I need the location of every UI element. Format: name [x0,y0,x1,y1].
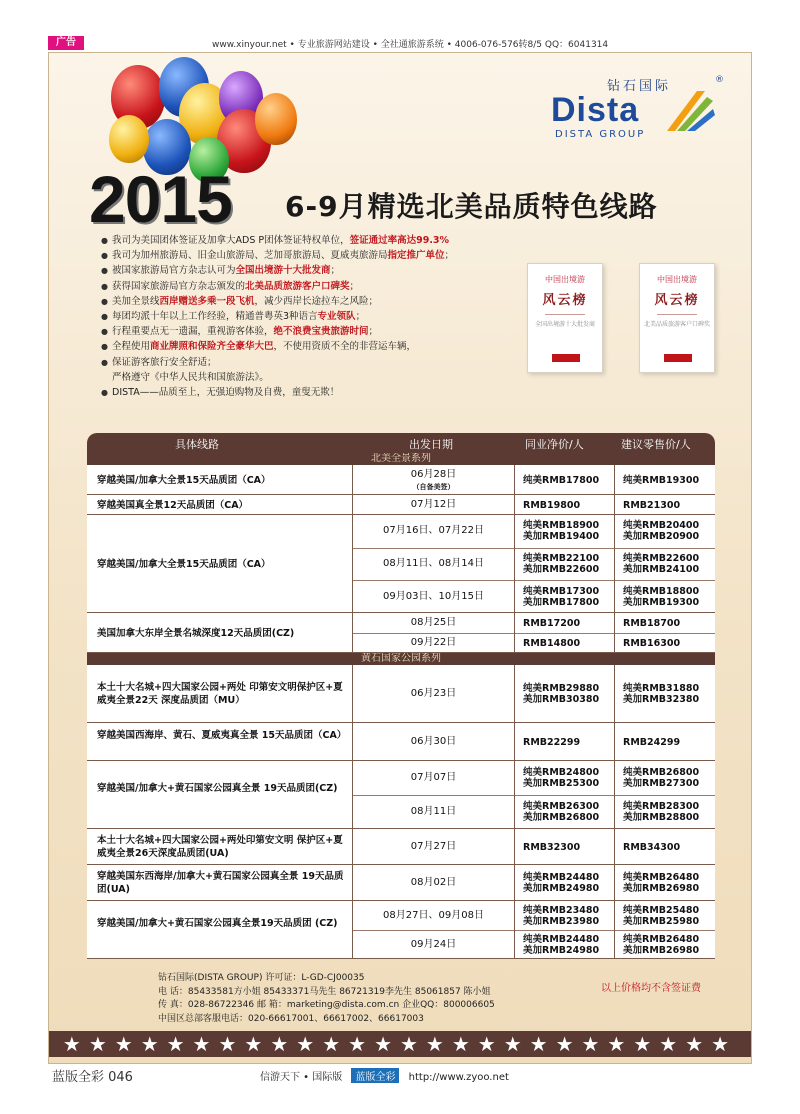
brand-badge: 蓝版全彩 [351,1068,399,1083]
feature-text-end: ； [368,326,379,338]
net-price: RMB19800 [523,499,581,511]
section-header: 黄石国家公园系列 [87,653,715,665]
net-price: 纯美RMB24480 [523,933,600,945]
retail-price: 美加RMB27300 [623,778,700,789]
retail-price-cell [615,761,715,828]
feature-item [101,355,571,385]
feature-highlight: 全国出境游十大批发商 [235,265,331,277]
retail-price: 纯美RMB26800 [623,767,700,778]
table-row [87,901,715,959]
retail-price-cell [615,613,715,652]
feature-text-end: ，不使用资质不全的非营运车辆， [273,341,417,353]
date-cell [353,901,515,958]
departure-date [353,469,514,493]
net-price-cell [515,665,615,722]
sub-divider [515,548,614,549]
route-name: 穿越美国/加拿大全景15天品质团（CA） [97,558,271,570]
net-price: 美加RMB26800 [523,812,600,823]
award-seal-icon [664,354,692,362]
net-price: 美加RMB25300 [523,778,600,789]
award-divider [657,314,697,315]
sub-divider [615,548,715,549]
net-price-cell [515,865,615,900]
headline-year: 2015 [89,162,232,236]
date-text: 07月07日 [410,772,457,783]
date-text: 07月27日 [410,841,457,852]
net-price: 美加RMB19400 [523,531,600,543]
headline-title: 6-9月精选北美品质特色线路 [285,190,658,223]
net-price-cell [515,901,615,958]
award-divider [545,314,585,315]
page-label: 蓝版全彩 046 [52,1070,133,1085]
date-text: 08月11日、08月14日 [383,558,484,569]
departure-date [353,736,514,748]
table-row [87,761,715,829]
price-note: 以上价格均不含签证费 [601,983,701,994]
net-price: 美加RMB24980 [523,944,600,956]
feature-highlight: 北美品质旅游客户口碑奖 [245,280,350,292]
sub-divider [515,580,614,581]
star-strip: ★★★★★★★★★★★★★★★★★★★★★★★★★★ [49,1031,751,1057]
award-title: 中国出境游 [545,275,585,284]
company-license: 钻石国际(DISTA GROUP) 许可证：L-GD-CJ00035 [158,973,365,983]
retail-price: 纯美RMB18800 [623,585,700,597]
route-name: 穿越美国/加拿大+黄石国家公园真全景 19天品质团(CZ) [97,783,338,794]
sub-divider [615,930,715,931]
retail-price: RMB34300 [623,841,681,853]
route-name: 本土十大名城+四大国家公园+两处印第安文明 保护区+夏威夷全景26天深度品质团(UA) [97,835,343,859]
net-price: 美加RMB24980 [523,883,600,894]
feature-text-end: ； [444,250,455,262]
logo-subtitle: DISTA GROUP [555,129,646,140]
route-cell [87,723,353,760]
route-name: 穿越美国/加拿大全景15天品质团（CA） [97,474,271,486]
feature-text-end: ； [349,280,360,292]
departure-date [353,910,514,922]
sub-divider [615,633,715,634]
feature-text-line2: 严格遵守《中华人民共和国旅游法》。 [112,371,269,383]
date-text: 09月22日 [410,637,457,648]
date-cell [353,865,515,900]
award-name: 风云榜 [654,293,700,308]
date-cell [353,613,515,652]
net-price: RMB17200 [523,617,581,629]
net-price: 纯美RMB18900 [523,520,600,532]
departure-date [353,877,514,889]
sub-divider [353,633,514,634]
table-row [87,865,715,901]
route-cell [87,465,353,494]
net-price-cell [515,495,615,514]
route-name: 穿越美国西海岸、黄石、夏威夷真全景 15天品质团（CA） [97,730,347,741]
retail-price: 纯美RMB26480 [623,872,700,883]
table-row [87,515,715,613]
logo-registered-mark: ® [715,75,724,85]
contact-info [158,972,495,1026]
date-note: （自备美签） [412,483,455,491]
feature-item [101,309,571,324]
sub-divider [515,633,614,634]
retail-price: 美加RMB32380 [623,694,700,705]
ad-tag: 广告 [48,36,84,50]
table-row [87,613,715,653]
date-text: 06月30日 [410,736,457,747]
feature-highlight: 西岸赠送多乘一段飞机 [159,295,255,307]
feature-item [101,339,571,354]
date-text: 08月25日 [410,617,457,628]
table-header [87,433,715,453]
sub-divider [353,930,514,931]
net-price: RMB22299 [523,736,581,748]
date-text: 09月24日 [410,938,457,950]
net-price-cell [515,829,615,864]
route-cell [87,495,353,514]
retail-price: 美加RMB25980 [623,915,700,927]
retail-price: 美加RMB26980 [623,883,700,894]
feature-text: 获得国家旅游局官方杂志颁发的 [112,280,246,292]
feature-text-end: ； [355,311,366,323]
net-price: 纯美RMB29880 [523,683,600,694]
date-cell [353,665,515,722]
feature-text: 我司为加州旅游局、旧金山旅游局、芝加哥旅游局、夏威夷旅游局 [112,250,388,262]
sub-divider [353,795,514,796]
route-cell [87,613,353,652]
feature-text-end: ，减少西岸长途拉车之风险； [254,295,379,307]
award-subtitle: 全国出境游十大批发商 [534,321,595,328]
feature-text: 每团均派十年以上工作经验，精通普粤英3种语言 [112,311,318,323]
net-price-cell [515,465,615,494]
poster [48,52,752,1064]
col-header-date: 出发日期 [409,438,453,451]
net-price: RMB14800 [523,637,581,649]
route-cell [87,901,353,958]
route-name: 穿越美国东西海岸/加拿大+黄石国家公园真全景 19天品质团(UA) [97,871,344,895]
award-title: 中国出境游 [657,275,697,284]
retail-price: 美加RMB20900 [623,531,700,543]
top-bar [0,34,800,54]
phone-line: 电 话：85433581方小姐 85433371马先生 86721319李先生 85061857 陈小姐 [158,986,491,997]
date-text: 08月11日 [410,806,457,817]
award-name: 风云榜 [542,293,588,308]
date-cell [353,495,515,514]
site-url: http://www.zyoo.net [408,1072,509,1083]
net-price: 美加RMB30380 [523,694,600,705]
dista-logo [549,73,729,143]
date-text: 07月12日 [410,499,457,510]
departure-date [353,841,514,853]
net-price: RMB32300 [523,841,581,853]
departure-date [353,558,514,570]
retail-price-cell [615,495,715,514]
sub-divider [353,548,514,549]
date-cell [353,465,515,494]
fax-email-line: 传 真：028-86722346 邮 箱：marketing@dista.com.cn 企业QQ：800006605 [158,1000,495,1010]
departure-date [353,525,514,537]
retail-price-cell [615,465,715,494]
feature-item [101,233,571,248]
route-name: 美国加拿大东岸全景名城深度12天品质团(CZ) [97,627,295,639]
departure-date [353,637,514,649]
net-price: 纯美RMB22100 [523,553,600,564]
feature-highlight: 商业牌照和保险齐全豪华大巴 [150,341,274,353]
retail-price: 纯美RMB31880 [623,683,700,694]
retail-price-cell [615,865,715,900]
feature-list [101,233,571,400]
departure-date [353,806,514,818]
award-card-1 [527,263,603,373]
feature-text: 我司为美国团体签证及加拿大ADS P团体签证特权单位， [112,235,350,246]
retail-price: 纯美RMB20400 [623,520,700,532]
sub-divider [353,580,514,581]
sub-divider [515,930,614,931]
retail-price: 纯美RMB28300 [623,801,700,812]
table-row [87,665,715,723]
retail-price-cell [615,829,715,864]
net-price: 纯美RMB24800 [523,767,600,778]
feature-item [101,324,571,339]
retail-price: 美加RMB24100 [623,564,700,575]
feature-item [101,294,571,309]
retail-price-cell [615,901,715,958]
feature-text: 全程使用 [112,341,151,353]
balloon-yellow-2 [109,115,149,163]
net-price: 美加RMB17800 [523,596,600,608]
date-text: 06月28日 [410,469,457,480]
logo-wordmark: Dista [551,91,640,129]
table-row [87,723,715,761]
feature-text: 美加全景线 [112,295,160,307]
departure-date [353,499,514,511]
table-body [87,453,715,959]
date-cell [353,761,515,828]
feature-text: 被国家旅游局官方杂志认可为 [112,265,236,277]
logo-cn-text: 钻石国际 [607,79,672,94]
retail-price: RMB18700 [623,617,681,629]
net-price: 美加RMB23980 [523,915,600,927]
feature-item [101,385,571,400]
feature-text: DISTA——品质至上，无强迫购物及自费，童叟无欺！ [112,387,340,399]
net-price: 美加RMB22600 [523,564,600,575]
retail-price: RMB16300 [623,637,681,649]
route-cell [87,829,353,864]
bottom-bar [0,1064,800,1088]
date-text: 09月03日、10月15日 [383,590,484,602]
top-info-line: www.xinyour.net • 专业旅游网站建设 • 全社通旅游系统 • 4006-076-576转8/5 QQ：6041314 [212,40,609,50]
date-text: 07月16日、07月22日 [383,525,484,537]
bottom-brand [260,1068,509,1083]
retail-price: 美加RMB26980 [623,944,700,956]
departure-date [353,688,514,700]
net-price: 纯美RMB24480 [523,872,600,883]
retail-price-cell [615,723,715,760]
route-name: 穿越美国真全景12天品质团（CA） [97,499,249,511]
table-row [87,829,715,865]
table-row [87,465,715,495]
route-cell [87,865,353,900]
net-price: 纯美RMB17800 [523,474,600,486]
feature-highlight: 绝不浪费宝贵旅游时间 [273,326,369,338]
net-price-cell [515,761,615,828]
logo-stripes-icon [667,91,715,131]
route-cell [87,761,353,828]
retail-price: 美加RMB19300 [623,596,700,608]
departure-date [353,939,514,951]
feature-item [101,248,571,263]
date-text: 06月23日 [410,688,457,699]
award-card-2 [639,263,715,373]
feature-text-end: ； [330,265,341,277]
feature-item [101,279,571,294]
route-price-table [87,433,715,959]
sub-divider [615,795,715,796]
route-name: 本土十大名城+四大国家公园+两处 印第安文明保护区+夏威夷全景22天 深度品质团（MU） [97,682,343,706]
award-seal-icon [552,354,580,362]
feature-item [101,263,571,278]
section-header: 北美全景系列 [87,453,715,465]
col-header-net-price: 同业净价/人 [525,438,584,451]
route-cell [87,665,353,722]
retail-price: 纯美RMB22600 [623,553,700,564]
date-text: 08月02日 [410,877,457,888]
balloon-orange [255,93,297,145]
feature-highlight: 签证通过率高达99.3% [349,235,450,246]
route-name: 穿越美国/加拿大+黄石国家公园真全景19天品质团 (CZ) [97,918,338,929]
table-row [87,495,715,515]
feature-text: 保证游客旅行安全舒适； [112,356,217,368]
retail-price: RMB24299 [623,736,681,748]
retail-price: 纯美RMB25480 [623,904,700,916]
feature-highlight: 指定推广单位 [387,250,445,262]
departure-date [353,591,514,603]
departure-date [353,617,514,629]
net-price: 纯美RMB17300 [523,585,600,597]
net-price-cell [515,613,615,652]
date-text: 08月27日、09月08日 [383,909,484,921]
net-price: 纯美RMB26300 [523,801,600,812]
retail-price: 纯美RMB19300 [623,474,700,486]
net-price: 纯美RMB23480 [523,904,600,916]
feature-highlight: 专业领队 [317,311,356,323]
date-cell [353,515,515,612]
route-cell [87,515,353,612]
retail-price-cell [615,515,715,612]
sub-divider [615,580,715,581]
date-cell [353,829,515,864]
departure-date [353,772,514,784]
retail-price: RMB21300 [623,499,681,511]
retail-price: 纯美RMB26480 [623,933,700,945]
hq-service-line: 中国区总部客服电话：020-66617001、66617002、66617003 [158,1013,424,1024]
retail-price: 美加RMB28800 [623,812,700,823]
feature-text: 行程重要点无一遗漏，重视游客体验， [112,326,274,338]
sub-divider [515,795,614,796]
net-price-cell [515,723,615,760]
col-header-retail-price: 建议零售价/人 [621,438,691,451]
brand-text: 信游天下 • 国际版 [260,1072,343,1083]
award-subtitle: 北美品质旅游客户口碑奖 [643,321,710,328]
net-price-cell [515,515,615,612]
col-header-route: 具体线路 [175,438,219,451]
retail-price-cell [615,665,715,722]
date-cell [353,723,515,760]
